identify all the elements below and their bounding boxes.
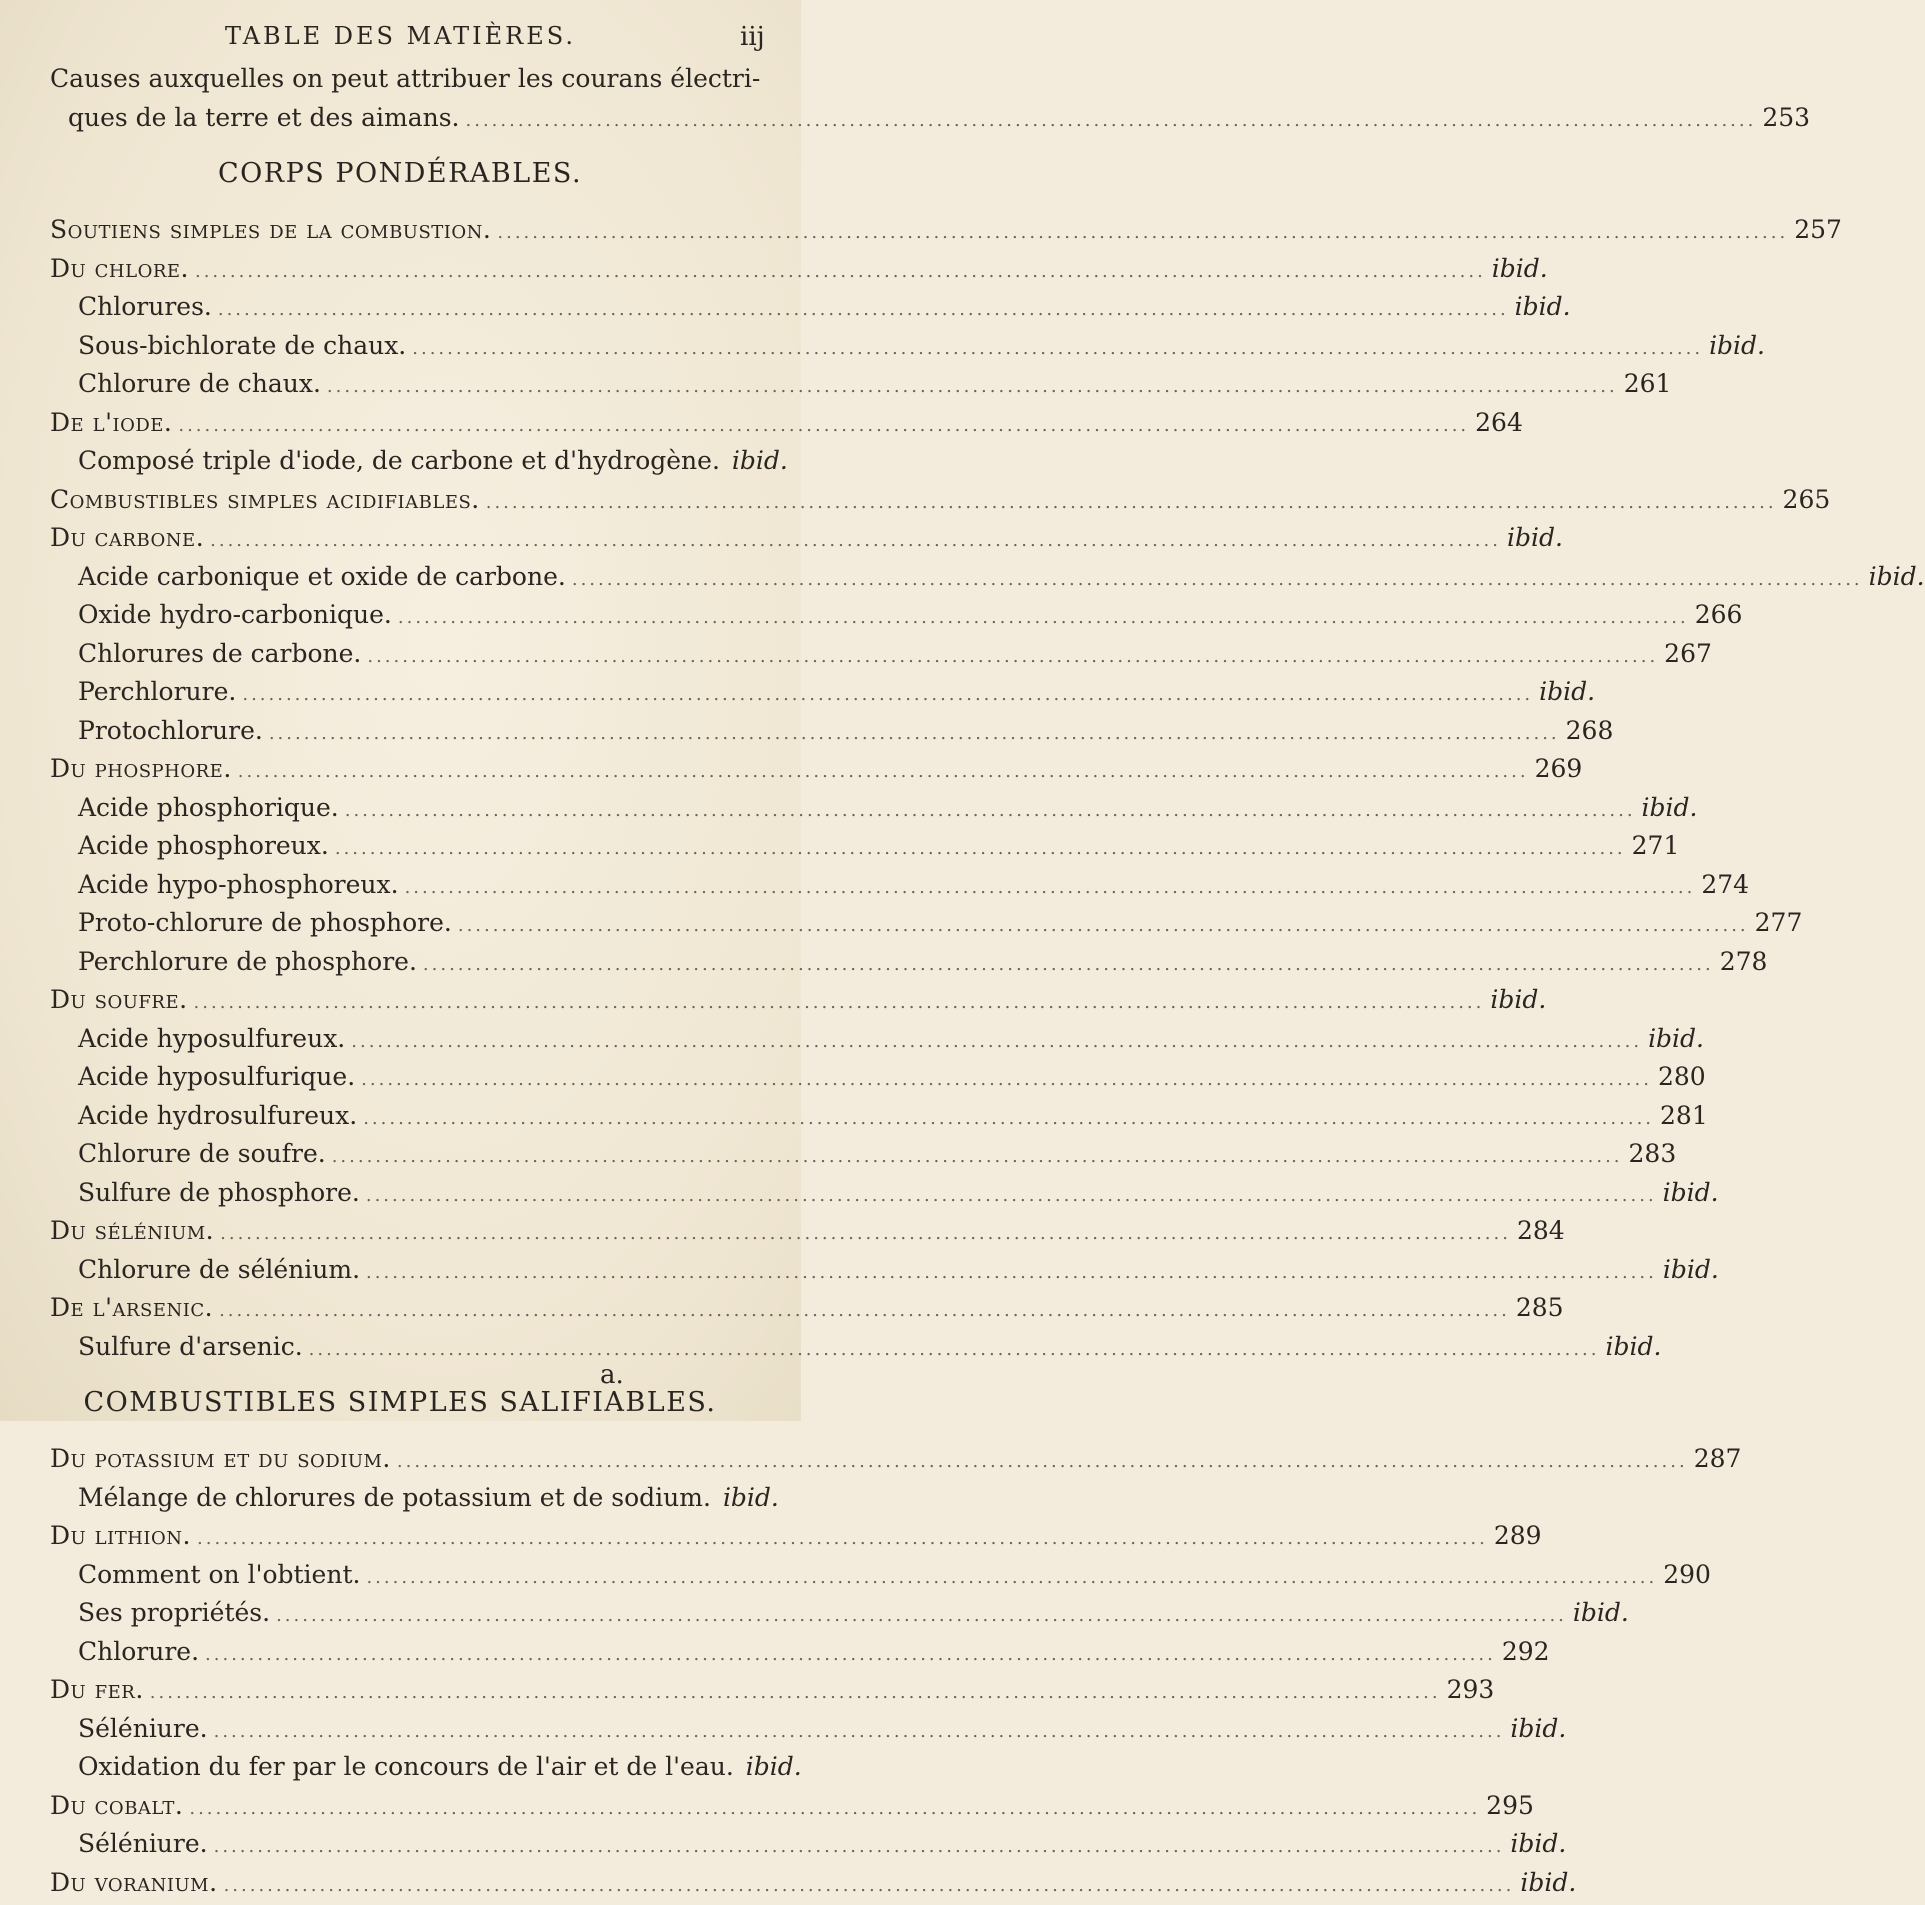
leader-dots	[214, 1828, 1505, 1866]
leader-dots	[219, 1292, 1510, 1330]
toc-entry-label: Du soufre.	[50, 985, 188, 1014]
toc-entry	[50, 1710, 1567, 1749]
toc-entry-label: Chlorure de chaux.	[78, 369, 321, 398]
leader-dots	[345, 792, 1636, 830]
toc-entry-label: Mélange de chlorures de potassium et de sodium.	[78, 1482, 711, 1512]
toc-entry-page: ibid.	[1510, 1829, 1567, 1858]
leader-dots	[205, 1636, 1496, 1674]
leader-dots	[405, 869, 1696, 907]
leader-dots	[224, 1867, 1515, 1905]
toc-entry-page: ibid.	[1490, 985, 1547, 1014]
toc-entry	[50, 673, 1596, 712]
leader-dots	[178, 407, 1469, 445]
running-title: TABLE DES MATIÈRES.	[225, 22, 576, 50]
leader-dots	[150, 1674, 1441, 1712]
toc-entry-page: ibid.	[731, 446, 788, 475]
toc-entry	[50, 288, 1571, 327]
leader-dots	[466, 102, 1757, 140]
toc-entry-label: Du sélénium.	[50, 1216, 215, 1245]
toc-entry-label: Du chlore.	[50, 253, 189, 283]
toc-entry-label: Séléniure.	[78, 1713, 208, 1743]
signature-mark: a.	[600, 1360, 624, 1390]
toc-entry	[50, 1058, 1706, 1097]
toc-entry-page: ibid.	[1572, 1598, 1629, 1627]
toc-entry-continued-line	[50, 60, 761, 99]
leader-dots	[269, 715, 1560, 753]
toc-entry	[50, 712, 1614, 751]
toc-entry-label: Sulfure d'arsenic.	[78, 1331, 303, 1361]
toc-entry	[50, 481, 1831, 520]
toc-entry-page: 281	[1660, 1100, 1708, 1130]
toc-entry-page: 295	[1486, 1790, 1534, 1820]
leader-dots	[214, 1713, 1505, 1751]
leader-dots	[332, 1138, 1623, 1176]
toc-entry	[50, 1479, 779, 1518]
toc-entry	[50, 981, 1547, 1020]
toc-entry	[50, 99, 1811, 138]
toc-entry-label: Oxide hydro-carbonique.	[78, 600, 392, 629]
toc-entry-label: Causes auxquelles on peut attribuer les courans électri-	[50, 64, 761, 93]
toc-entry-label: Sous-bichlorate de chaux.	[78, 330, 407, 360]
toc-entry	[50, 1212, 1565, 1251]
toc-entry-label: Soutiens simples de la combustion.	[50, 215, 492, 244]
toc-entry	[50, 1135, 1677, 1174]
toc-entry-label: Chlorures de carbone.	[78, 638, 362, 668]
toc-entry-label: Perchlorure de phosphore.	[78, 946, 417, 976]
toc-entry-label: Acide hydrosulfureux.	[78, 1100, 358, 1130]
leader-dots	[309, 1331, 1600, 1369]
toc-entry-label: Chlorure.	[78, 1636, 200, 1666]
toc-entry-label: Chlorure de sélénium.	[78, 1254, 361, 1284]
toc-entry-label: Du phosphore.	[50, 754, 232, 783]
toc-entry	[50, 827, 1680, 866]
leader-dots	[327, 368, 1618, 406]
toc-entry-label: Acide phosphoreux.	[78, 831, 329, 860]
toc-entry	[50, 1556, 1711, 1595]
toc-entry-label: Séléniure.	[78, 1829, 208, 1858]
toc-entry-label: Combustibles simples acidifiables.	[50, 484, 480, 514]
toc-entry-label: Composé triple d'iode, de carbone et d'hydrogène.	[78, 446, 720, 475]
toc-entry-page: ibid.	[722, 1482, 779, 1512]
toc-entry	[50, 1174, 1719, 1213]
toc-entry	[50, 635, 1712, 674]
toc-entry-label: Perchlorure.	[78, 677, 237, 706]
leader-dots	[220, 1215, 1511, 1253]
toc-entry	[50, 250, 1548, 289]
toc-entry-page: ibid.	[1520, 1867, 1577, 1897]
toc-entry-label: Chlorures.	[78, 292, 212, 321]
toc-entry	[50, 1328, 1662, 1367]
toc-entry-label: Comment on l'obtient.	[78, 1559, 361, 1589]
leader-dots	[189, 1790, 1480, 1828]
leader-dots	[363, 1100, 1654, 1138]
toc-entry-label: De l'iode.	[50, 407, 173, 437]
toc-entry-label: Du carbone.	[50, 523, 205, 552]
leader-dots	[367, 638, 1658, 676]
toc-entry-label: Du lithion.	[50, 1521, 191, 1550]
leader-dots	[361, 1061, 1652, 1099]
toc-entry	[50, 404, 1523, 443]
toc-entry-label: Acide hyposulfurique.	[78, 1062, 356, 1091]
toc-entry	[50, 943, 1768, 982]
toc-entry	[50, 1825, 1567, 1864]
toc-entry	[50, 558, 1925, 597]
toc-entry	[50, 1594, 1629, 1633]
toc-entry-page: 269	[1534, 754, 1583, 783]
toc-entry-page: 293	[1446, 1675, 1495, 1704]
toc-entry-label: Ses propriétés.	[78, 1598, 271, 1627]
leader-dots	[572, 561, 1863, 599]
leader-dots	[276, 1597, 1567, 1635]
toc-entry-label: Sulfure de phosphore.	[78, 1177, 360, 1207]
leader-dots	[397, 1443, 1688, 1481]
toc-entry	[50, 1864, 1577, 1903]
toc-entry-label: Oxidation du fer par le concours de l'air et de l'eau.	[78, 1752, 734, 1781]
section-heading: CORPS PONDÉRABLES.	[217, 158, 583, 189]
leader-dots	[351, 1023, 1642, 1061]
toc-entry	[50, 1517, 1542, 1556]
toc-entry	[50, 1289, 1564, 1328]
toc-entry-label: ques de la terre et des aimans.	[68, 102, 460, 132]
leader-dots	[194, 984, 1485, 1022]
toc-entry-page: 264	[1475, 407, 1523, 437]
page-number: iij	[740, 22, 765, 52]
toc-entry-page: 274	[1701, 869, 1750, 899]
toc-entry	[50, 1748, 802, 1787]
toc-entry-page: 271	[1631, 831, 1680, 860]
toc-entry	[50, 442, 788, 481]
leader-dots	[458, 907, 1749, 945]
toc-entry	[50, 904, 1803, 943]
toc-entry-page: ibid.	[1648, 1023, 1705, 1053]
leader-dots	[366, 1177, 1657, 1215]
toc-entry-page: ibid.	[1709, 330, 1766, 360]
toc-entry-page: 283	[1628, 1139, 1677, 1168]
toc-entry	[50, 1671, 1495, 1710]
toc-entry-page: 285	[1515, 1293, 1564, 1322]
table-of-contents	[50, 60, 1925, 1902]
toc-entry-label: Du voranium.	[50, 1867, 218, 1897]
toc-entry-page: 266	[1694, 600, 1743, 629]
toc-entry-page: 287	[1693, 1444, 1742, 1473]
toc-entry-page: ibid.	[1506, 523, 1563, 552]
toc-entry-page: ibid.	[1641, 792, 1698, 822]
leader-dots	[398, 599, 1689, 637]
toc-entry-label: Du cobalt.	[50, 1790, 184, 1820]
toc-entry-page: ibid.	[1868, 561, 1925, 591]
page-header	[0, 22, 801, 62]
toc-entry-label: Chlorure de soufre.	[78, 1139, 326, 1168]
toc-entry-page: 289	[1493, 1521, 1542, 1550]
toc-entry-page: 253	[1762, 102, 1811, 132]
leader-dots	[423, 946, 1714, 984]
leader-dots	[218, 291, 1509, 329]
toc-entry	[50, 1633, 1550, 1672]
leader-dots	[335, 830, 1626, 868]
toc-entry-page: ibid.	[1539, 677, 1596, 706]
toc-entry-page: 261	[1623, 369, 1672, 398]
toc-entry-page: ibid.	[1491, 253, 1548, 283]
toc-entry-label: Acide phosphorique.	[78, 792, 339, 822]
leader-dots	[497, 214, 1788, 252]
toc-entry	[50, 365, 1672, 404]
toc-entry	[50, 519, 1563, 558]
leader-dots	[197, 1520, 1488, 1558]
toc-entry-label: Acide hyposulfureux.	[78, 1023, 346, 1053]
toc-entry	[50, 750, 1583, 789]
toc-entry-page: 257	[1794, 215, 1842, 244]
leader-dots	[412, 330, 1703, 368]
toc-entry	[50, 1251, 1719, 1290]
toc-entry	[50, 789, 1698, 828]
toc-entry	[50, 596, 1743, 635]
leader-dots	[486, 484, 1777, 522]
toc-entry	[50, 1440, 1742, 1479]
leader-dots	[242, 676, 1533, 714]
toc-entry	[50, 1020, 1705, 1059]
toc-entry	[50, 211, 1842, 250]
leader-dots	[366, 1559, 1657, 1597]
toc-entry-page: 292	[1501, 1636, 1550, 1666]
toc-entry-label: Du potassium et du sodium.	[50, 1444, 391, 1473]
toc-entry	[50, 1097, 1708, 1136]
section-heading: COMBUSTIBLES SIMPLES SALIFIABLES.	[83, 1387, 717, 1418]
toc-entry-page: ibid.	[1605, 1331, 1662, 1361]
toc-entry-label: Acide carbonique et oxide de carbone.	[78, 561, 566, 591]
leader-dots	[210, 522, 1501, 560]
toc-entry-page: 280	[1657, 1062, 1706, 1091]
toc-entry-label: Acide hypo-phosphoreux.	[78, 869, 399, 899]
toc-entry-page: ibid.	[1662, 1177, 1719, 1207]
toc-entry-label: De l'arsenic.	[50, 1293, 214, 1322]
toc-entry-page: ibid.	[1662, 1254, 1719, 1284]
toc-entry-page: ibid.	[1510, 1713, 1567, 1743]
toc-entry-label: Protochlorure.	[78, 715, 263, 745]
leader-dots	[195, 253, 1486, 291]
toc-entry-label: Du fer.	[50, 1675, 144, 1704]
toc-entry	[50, 866, 1750, 905]
toc-entry-page: ibid.	[745, 1752, 802, 1781]
leader-dots	[238, 753, 1529, 791]
toc-entry-page: 284	[1516, 1216, 1565, 1245]
toc-entry-page: 290	[1663, 1559, 1711, 1589]
toc-entry-page: 277	[1754, 908, 1803, 937]
toc-entry-page: 267	[1664, 638, 1712, 668]
toc-entry-label: Proto-chlorure de phosphore.	[78, 908, 452, 937]
toc-entry	[50, 1787, 1534, 1826]
leader-dots	[366, 1254, 1657, 1292]
toc-entry	[50, 327, 1766, 366]
toc-entry-page: ibid.	[1514, 292, 1571, 321]
toc-entry-page: 268	[1565, 715, 1614, 745]
toc-entry-page: 265	[1782, 484, 1831, 514]
toc-entry-page: 278	[1719, 946, 1768, 976]
